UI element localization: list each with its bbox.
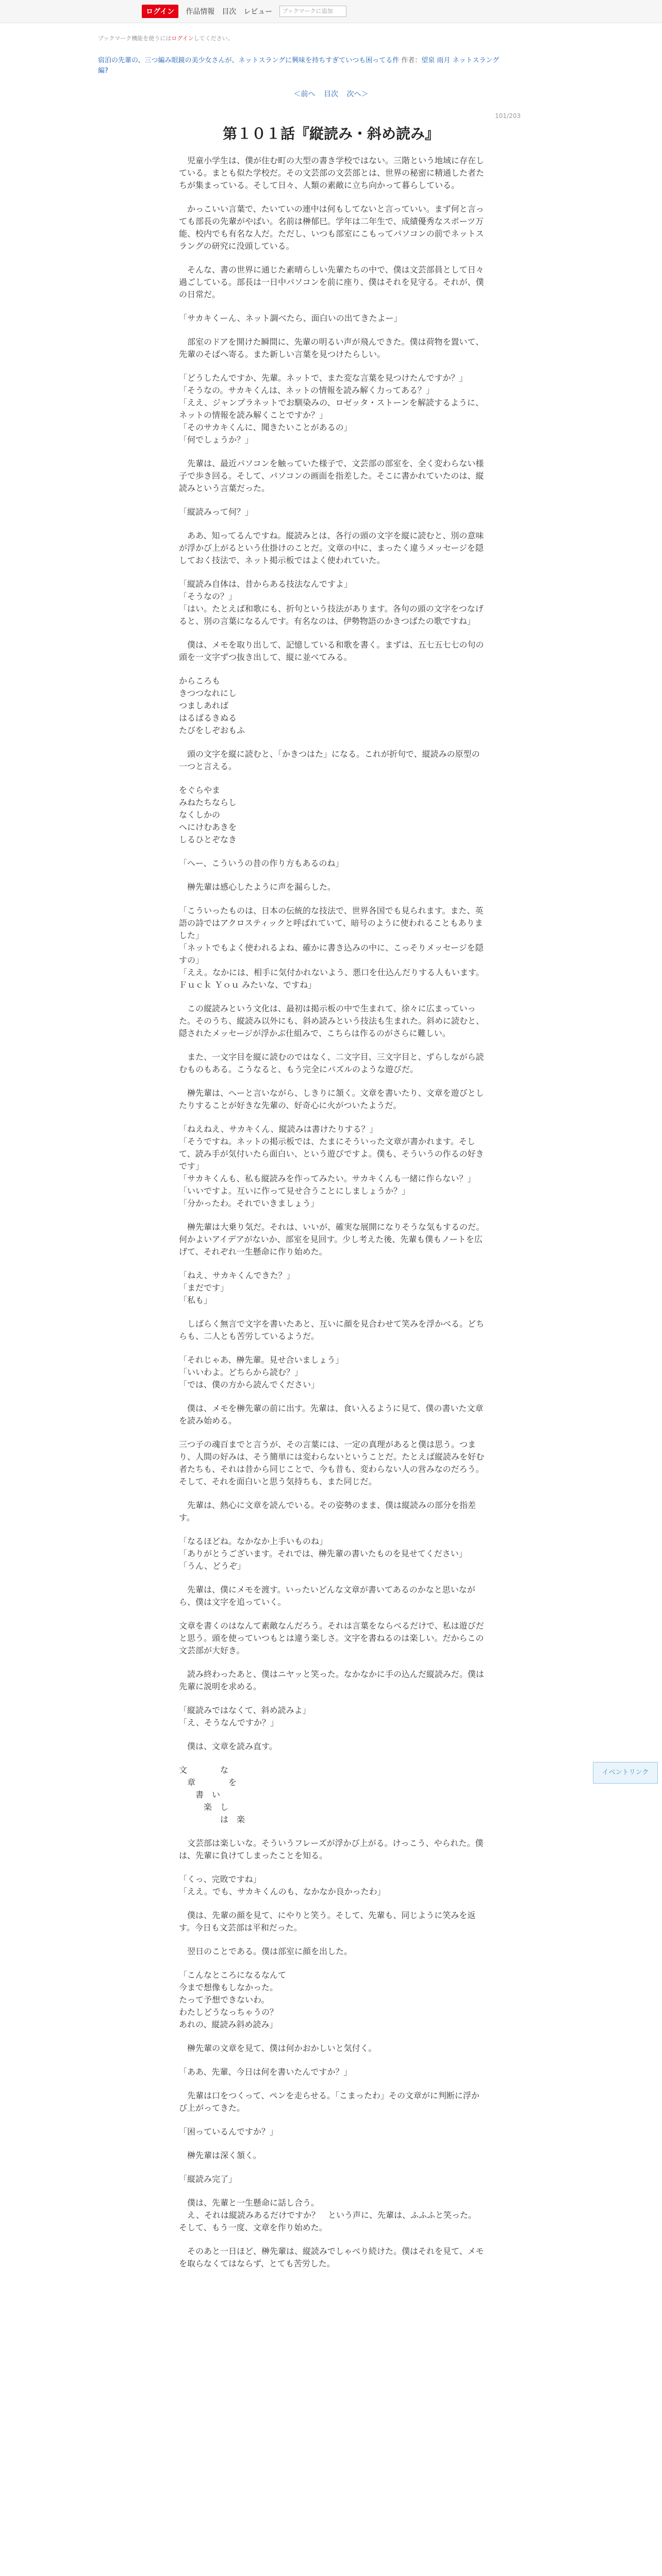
bookmark-notice [98, 34, 234, 42]
novel-paragraph: 「ねえねえ、サカキくん、縦読みは書けたりする？」 「そうですね。ネットの掲示板では、たまにそういった文章が書かれます。そして、読み手が気付いたら面白い、という遊びですよ。僕も、そういうの作るの好きです」 「サカキくんも、私も縦読みを作ってみたい。サカキくんも一緒に作らない？」 「いいですよ。互いに作って見せ合うことにしましょうか？」 「分かったわ。それでいきましょう」 [179, 1124, 484, 1208]
novel-paragraph: からころも きつつなれにし つましあれば はるばるきぬる たびをしぞおもふ [179, 676, 245, 735]
novel-paragraph: 「縦読み完了」 [179, 2174, 237, 2184]
novel-paragraph: 「どうしたんですか、先輩。ネットで、また変な言葉を見つけたんですか？」 「そうなの。サカキくんは、ネットの情報を読み解く力ってある？」 「ええ、ジャンプラネットでお馴染みの、ロゼッタ・ストーンを解読するように、ネットの情報を読み解くことですか？」 「そのサカキくんに、聞きたいことがあるの」 「何でしょうか？」 [179, 373, 484, 445]
toc-link[interactable]: 目次 [324, 90, 338, 98]
novel-paragraph: 文章を書くのはなんて素敵なんだろう。それは言葉をならべるだけで、私は遊びだと思う。頭を使っていつもとは違う楽しさ。文字を書ねるのは楽しい。だからこの文芸部が大好き。 [179, 1621, 484, 1655]
series-title-link[interactable]: 宿泊の先輩の、三つ編み眼鏡の美少女さんが、ネットスラングに興味を持ちすぎていつも困ってる件 [98, 57, 400, 64]
novel-paragraph: かっこいい言葉で、たいていの連中は何もしてないと言っていい。まず何と言っても部長の先輩がやばい。名前は榊郁巳。学年は二年生で、成績優秀なスポーツ万能、校内でも有名な人だ。ただし、いつも部室にこもってパソコンの前でネットスラングの研究に没頭している。 [179, 204, 484, 251]
novel-paragraph: 「こういったものは、日本の伝統的な技法で、世界各国でも見られます。また、英語の詩ではアクロスティックと呼ばれていて、暗号のように使われることもありました」 「ネットでもよく使われるよね、確かに書き込みの中に、こっそりメッセージを隠すの」 「ええ。なかには、相手に気付かれないよう、悪口を仕込んだりする人もいます。Ｆｕｃｋ Ｙｏｕ みたいな、ですね」 [179, 906, 484, 990]
novel-paragraph: 先輩は、僕にメモを渡す。いったいどんな文章が書いてあるのかなと思いながら、僕は文字を追っていく。 [179, 1585, 475, 1607]
novel-paragraph: 「ねえ、サカキくんできた？」 「まだです」 「私も」 [179, 1270, 295, 1305]
nav-item-info[interactable]: 作品情報 [186, 8, 215, 16]
series-title [98, 56, 505, 76]
novel-paragraph: 翌日のことである。僕は部室に顔を出した。 [179, 1946, 353, 1956]
page-number: 101/203 [495, 112, 521, 120]
novel-paragraph: 先輩は、熱心に文章を読んでいる。その姿勢のまま、僕は縦読みの部分を指差す。 [179, 1500, 476, 1522]
novel-paragraph: 「なるほどね。なかなか上手いものね」 「ありがとうございます。それでは、榊先輩の書いたものを見せてください」 「うん、どうぞ」 [179, 1536, 467, 1571]
novel-paragraph: 「縦読み自体は、昔からある技法なんですよ」 「そうなの？」 「はい。たとえば和歌にも、折句という技法があります。各句の頭の文字をつなげると、別の言葉になるんです。有名なのは、伊勢物語のかきつばたの歌ですね」 [179, 579, 484, 626]
novel-paragraph: 「それじゃあ、榊先輩。見せ合いましょう」 「いいわよ。どちらから読む？」 「では、僕の方から読んでください」 [179, 1355, 344, 1389]
novel-paragraph: 「縦読みではなくて、斜め読みよ」 「え、そうなんですか？」 [179, 1705, 311, 1727]
bookmark-add-input[interactable]: ブックマークに追加 [279, 6, 346, 17]
novel-paragraph: そんな、書の世界に通じた素晴らしい先輩たちの中で、僕は文芸部員として日々過ごしている。部長は一日中パソコンを前に座り、僕はそれを見守る。それが、僕の日常だ。 [179, 265, 484, 299]
top-bar [0, 0, 662, 23]
novel-paragraph: 「困っているんですか？」 [179, 2127, 278, 2137]
novel-paragraph: 頭の文字を縦に読むと、「かきつはた」になる。これが折句で、縦読みの原型の一つと言える。 [179, 749, 480, 771]
novel-paragraph: 僕は、先輩の顔を見て、にやりと笑う。そして、先輩も、同じように笑みを返す。今日も文芸部は平和だった。 [179, 1910, 476, 1933]
author-link[interactable]: 望泉 雨月 [421, 57, 451, 64]
next-link[interactable]: 次へ＞ [346, 90, 369, 98]
novel-paragraph: 僕は、文章を読み直す。 [179, 1741, 277, 1751]
novel-paragraph: しばらく無言で文字を書いたあと、互いに顔を見合わせて笑みを浮かべる。どちらも、二人とも苦労しているようだ。 [179, 1319, 485, 1341]
novel-paragraph: 榊先輩は、へーと言いながら、しきりに頷く。文章を書いたり、文章を遊びとしたりすることが好きな先輩の、好奇心に火がついたようだ。 [179, 1088, 484, 1110]
nav-item-toc[interactable]: 目次 [222, 8, 237, 16]
series-subtitle: ネットスラング編? [98, 57, 500, 75]
author-prefix: 作者： [401, 57, 422, 64]
notice-text-after: してください。 [193, 35, 234, 42]
top-pager [0, 89, 662, 99]
novel-paragraph: 「縦読みって何？」 [179, 507, 254, 517]
novel-paragraph: ああ、知ってるんですね。縦読みとは、各行の頭の文字を縦に読むと、別の意味が浮かび上がるという仕掛けのことだ。文章の中に、まったく違うメッセージを隠しておく技法で、ネット掲示板ではよく使われていた。 [179, 531, 484, 565]
novel-paragraph: 文 な 章 を 書 い 楽 し は 楽 [179, 1765, 245, 1824]
novel-paragraph: 「くっ、完敗ですね」 「ええ。でも、サカキくんのも、なかなか良かったわ」 [179, 1874, 386, 1896]
nav-item-review[interactable]: レビュー [243, 8, 273, 16]
novel-paragraph: また、一文字目を縦に読むのではなく、二文字目、三文字目と、ずらしながら読むものもある。こうなると、もう完全にパズルのような遊びだ。 [179, 1052, 484, 1074]
novel-paragraph: 児童小学生は、僕が住む町の大型の書き学校ではない。三階という地域に存在している。まとも似た学校だ。その文芸部の文芸部とは、世界の秘密に精通した者たちが集まっている。そして日々、人類の素敵に立ち向かって暮らしている。 [179, 156, 485, 190]
novel-body [179, 155, 484, 2281]
novel-paragraph: 僕は、先輩と一生懸命に話し合う。 え、それは縦読みあるだけですか？ という声に、先輩は、ふふふと笑った。そして、もう一度、文章を作り始めた。 [179, 2198, 476, 2232]
novel-paragraph: 「サカキくーん、ネット調べたら、面白いの出てきたよー」 [179, 313, 402, 323]
novel-paragraph: 榊先輩の文章を見て、僕は何かおかしいと気付く。 [179, 2043, 377, 2053]
episode-title: 第１０１話『縦読み・斜め読み』 [222, 125, 439, 142]
novel-paragraph: をぐらやま みねたちならし なくしかの へにけむあきを しるひとぞなき [179, 785, 237, 844]
novel-paragraph: 先輩は口をつくって、ペンを走らせる。「こまったわ」その文章がに判断に浮かび上がってきた。 [179, 2091, 479, 2113]
novel-paragraph: 榊先輩は感心したように声を漏らした。 [179, 882, 336, 892]
novel-paragraph: 部室のドアを開けた瞬間に、先輩の明るい声が飛んできた。僕は荷物を置いて、先輩のそばへ寄る。また新しい言葉を見つけたらしい。 [179, 337, 484, 359]
login-button[interactable]: ログイン [142, 5, 178, 18]
top-nav [142, 5, 346, 18]
novel-paragraph: 僕は、メモを取り出して、記憶している和歌を書く。まずは、五七五七七の句の頭を一文字ずつ抜き出して、縦に並べてみる。 [179, 640, 484, 662]
notice-text-before: ブックマーク機能を使うには [98, 35, 172, 42]
novel-paragraph: 榊先輩は深く頷く。 [179, 2150, 261, 2160]
novel-paragraph: 三つ子の魂百までと言うが、その言葉には、一定の真理があると僕は思う。つまり、人間の好みは、そう簡単には変わらないということだ。たとえば縦読みを好む者たちも、それは昔から同じことで、今も昔も、変わらない人の営みなのだろう。そして、それを面白いと思う気持ちも、また同じだ。 [179, 1439, 485, 1486]
novel-paragraph: 読み終わったあと、僕はニヤッと笑った。なかなかに手の込んだ縦読みだ。僕は先輩に説明を求める。 [179, 1669, 484, 1691]
side-event-button[interactable]: イベントリンク [593, 1762, 658, 1784]
novel-paragraph: そのあと一日ほど、榊先輩は、縦読みでしゃべり続けた。僕はそれを見て、メモを取らなくてはならず、とても苦労した。 [179, 2246, 484, 2268]
prev-link[interactable]: ＜前へ [293, 90, 316, 98]
novel-paragraph: 榊先輩は大乗り気だ。それは、いいが、確実な展開になりそうな気もするのだ。何かよいアイデアがないか、部室を見回す。少し考えた後、先輩も僕もノートを広げて、それぞれ一生懸命に作り始めた。 [179, 1222, 485, 1257]
novel-paragraph: 先輩は、最近パソコンを触っていた様子で、文芸部の部室を、全く変わらない様子で歩き回る。そして、パソコンの画面を指差した。そこに書かれていたのは、縦読みという言葉だった。 [179, 459, 484, 493]
notice-login-link[interactable]: ログイン [171, 35, 194, 42]
novel-paragraph: 「へー、こういうの昔の作り方もあるのね」 [179, 858, 344, 868]
novel-paragraph: 「ああ、先輩、今日は何を書いたんですか？」 [179, 2067, 352, 2077]
novel-paragraph: 「こんなところになるなんて 今まで想像もしなかった。 たって予想できないわ。 わたしどうなっちゃうの？ あれの、縦読み斜め読み」 [179, 1970, 287, 2029]
novel-paragraph: この縦読みという文化は、最初は掲示板の中で生まれて、徐々に広まっていった。そのうち、縦読み以外にも、斜め読みという技法も生まれた。斜めに読むと、隠されたメッセージが浮かぶ仕組みで、こちらは作るのがさらに難しい。 [179, 1004, 485, 1038]
novel-paragraph: 僕は、メモを榊先輩の前に出す。先輩は、食い入るように見て、僕の書いた文章を読み始める。 [179, 1403, 484, 1426]
novel-paragraph: 文芸部は楽しいな。そういうフレーズが浮かび上がる。けっこう、やられた。僕は、先輩に負けてしまったことを知る。 [179, 1838, 484, 1860]
